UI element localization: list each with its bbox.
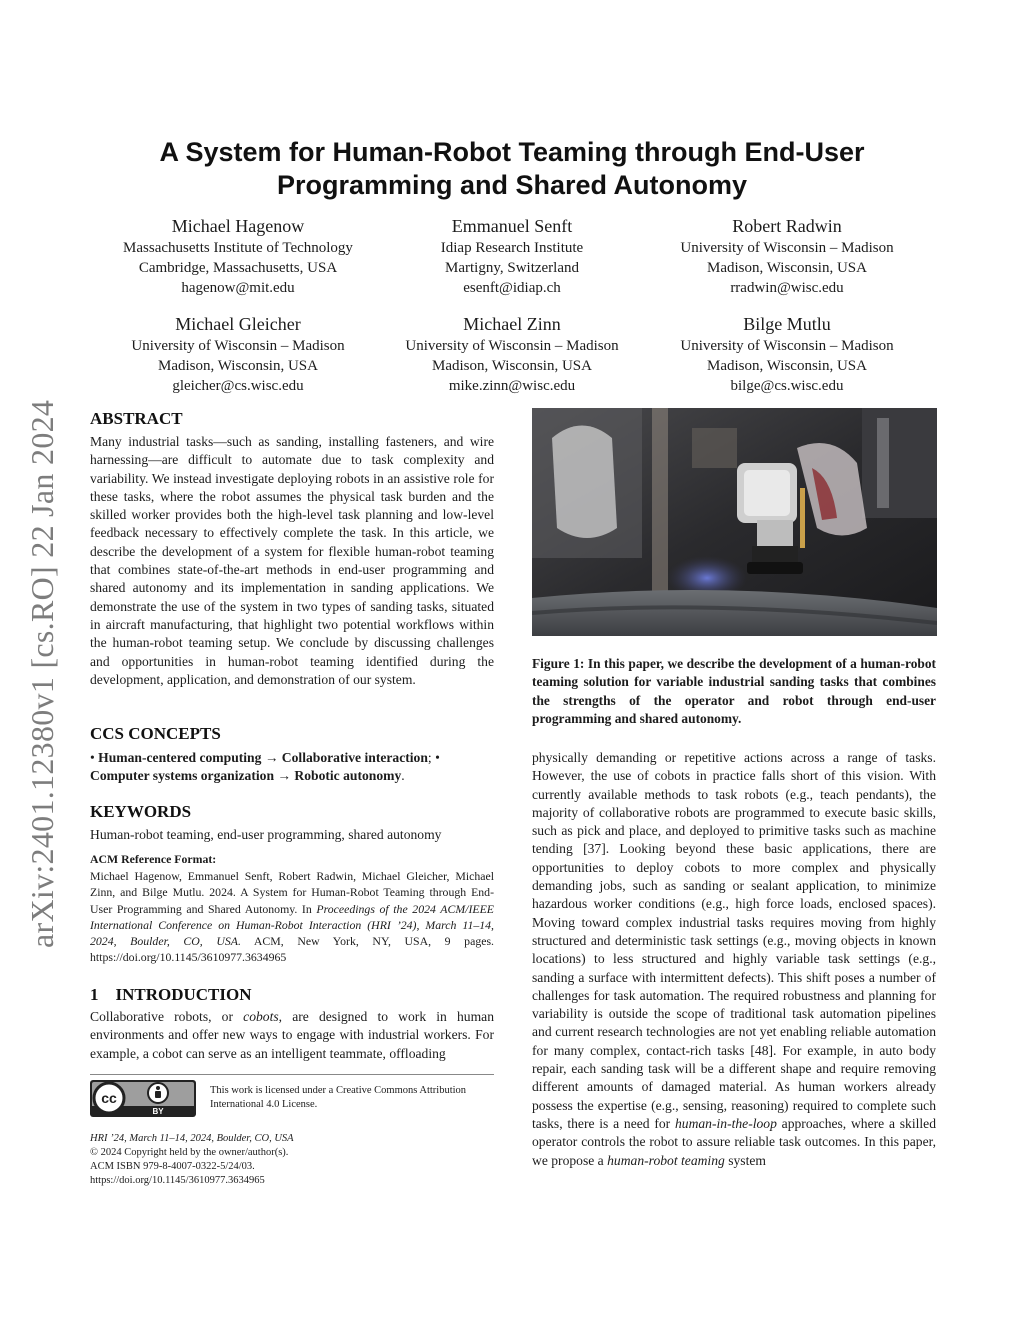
ccs-end: . — [401, 768, 405, 784]
ccs-bullet: • — [90, 750, 99, 765]
author-affiliation: University of Wisconsin – Madison — [131, 338, 345, 354]
author-name: Michael Gleicher — [175, 314, 301, 334]
author-location: Martigny, Switzerland — [445, 260, 579, 276]
author-affiliation: Idiap Research Institute — [440, 240, 584, 256]
intro-part-2: , are designed to work in human environments and offer new ways to engage with industrial workers. For example, a cobot can serve as an intelligent teammate, offloading — [90, 1009, 494, 1061]
author-location: Madison, Wisconsin, USA — [707, 260, 867, 276]
author-affiliation: University of Wisconsin – Madison — [680, 240, 894, 256]
right-italic-2: human-robot teaming — [607, 1152, 725, 1168]
figure-1-caption: Figure 1: In this paper, we describe the development of a human-robot teaming solution for variable industrial sanding tasks that combines the strengths of the operator and robot through end-user programming and shared autonomy. — [532, 656, 936, 726]
author-location: Madison, Wisconsin, USA — [707, 358, 867, 374]
acm-ref-part-1: Michael Hagenow, Emmanuel Senft, Robert Radwin, Michael Gleicher, Michael Zinn, and Bilge Mutlu. 2024. A System for Human-Robot Teaming through End-User Programming and Shared Autonomy. In — [90, 869, 494, 916]
right-part-2: approaches, where a skilled operator controls the robot to assure reliable task outcomes. In this paper, we propose a — [532, 1115, 936, 1168]
ccs-item-2: Computer systems organization → Robotic autonomy — [90, 768, 402, 784]
author-email: hagenow@mit.edu — [181, 280, 295, 296]
ccs-item-1: Human-centered computing → Collaborative interaction — [98, 750, 428, 765]
author-email: bilge@cs.wisc.edu — [730, 378, 844, 394]
author-affiliation: University of Wisconsin – Madison — [680, 338, 894, 354]
author-block-1 — [93, 215, 383, 298]
author-name: Michael Hagenow — [171, 216, 305, 236]
ccs-concepts — [90, 749, 494, 786]
intro-text — [90, 1008, 494, 1063]
robot-sanding-image — [532, 408, 937, 636]
author-affiliation: University of Wisconsin – Madison — [405, 338, 619, 354]
author-block-3 — [642, 215, 932, 298]
author-email: gleicher@cs.wisc.edu — [172, 378, 304, 394]
footer-doi: https://doi.org/10.1145/3610977.3634965 — [90, 1175, 265, 1186]
intro-part-1: Collaborative robots, or — [90, 1009, 244, 1024]
acm-ref-part-2: ACM, New York, NY, USA, 9 pages. https://doi.org/10.1145/3610977.3634965 — [90, 934, 494, 965]
publication-footer — [90, 1132, 494, 1188]
acm-ref-heading: ACM Reference Format: — [90, 852, 217, 866]
author-email: esenft@idiap.ch — [463, 280, 561, 296]
author-name: Emmanuel Senft — [451, 216, 573, 236]
footer-venue: HRI ’24, March 11–14, 2024, Boulder, CO, USA — [90, 1133, 294, 1144]
cc-by-logo — [90, 1080, 196, 1117]
acm-ref-proceedings: Proceedings of the 2024 ACM/IEEE International Conference on Human-Robot Interaction (HRI ’24), March 11–14, 2024, Boulder, CO, USA. — [90, 901, 494, 949]
author-affiliation: Massachusetts Institute of Technology — [123, 240, 353, 256]
keywords-heading: KEYWORDS — [90, 802, 192, 821]
keywords-text: Human-robot teaming, end-user programming, shared autonomy — [90, 827, 442, 842]
intro-cobots: cobots — [243, 1009, 279, 1024]
abstract-heading: ABSTRACT — [90, 409, 183, 428]
figure-1-photo — [532, 408, 937, 636]
title-line-1: A System for Human-Robot Teaming through End-User — [159, 137, 865, 167]
ccs-separator: ; • — [427, 750, 440, 765]
license-divider — [90, 1074, 494, 1075]
intro-heading: 1 INTRODUCTION — [90, 985, 252, 1004]
right-part-1: physically demanding or repetitive actions across a range of tasks. However, the use of cobots in practice falls short of this vision. With currently available methods to task robots (e.g., teach pendants), the majority of collaborative robots are programmed to execute basic skills, such as pick and place, and deployed to primitive tasks such as machine tending [37]. Looking beyond these basic applications, there are opportunities to deploy cobots to more complex and physically demanding jobs, such as sanding or sealant application, to minimize hazardous worker conditions (e.g., high force loads, enclosed spaces). Moving toward complex industrial tasks requires moving from highly structured and deterministic task settings (e.g., moving objects in known locations) to less structured and highly variable task settings (e.g., sanding a surface with intermittent defects). This shift poses a number of challenges for task automation. The required robustness and planning for variability is outside the scope of traditional task automation pipelines and current research technologies are not yet enabling reliable automation for many complex, contact-rich tasks [48]. For example, in auto body repair, each sanding task will be a different shape and require removing different amounts of damaged material. As human workers already possess the expertise (e.g., sensing, reasoning) required to complete such tasks, there is a need for — [532, 750, 936, 1131]
right-italic-1: human-in-the-loop — [674, 1115, 777, 1131]
right-part-3: system — [724, 1152, 766, 1168]
author-email: mike.zinn@wisc.edu — [448, 378, 576, 394]
author-block-5 — [367, 313, 657, 396]
author-location: Cambridge, Massachusetts, USA — [138, 260, 338, 276]
cc-badge-label: BY — [152, 1107, 164, 1116]
arxiv-stamp: arXiv:2401.12380v1 [cs.RO] 22 Jan 2024 — [24, 399, 60, 948]
author-name: Michael Zinn — [463, 314, 561, 334]
license-text: This work is licensed under a Creative Commons Attribution International 4.0 License. — [210, 1085, 467, 1110]
ccs-heading: CCS CONCEPTS — [90, 724, 221, 743]
paper-title — [90, 136, 934, 202]
author-block-4 — [93, 313, 383, 396]
footer-isbn: ACM ISBN 979-8-4007-0322-5/24/03. — [90, 1161, 255, 1172]
author-email: rradwin@wisc.edu — [730, 280, 844, 296]
intro-continued-text — [532, 749, 936, 1170]
svg-text:cc: cc — [101, 1090, 117, 1106]
author-block-6 — [642, 313, 932, 396]
author-location: Madison, Wisconsin, USA — [158, 358, 318, 374]
author-block-2 — [367, 215, 657, 298]
acm-ref-text — [90, 868, 494, 966]
author-location: Madison, Wisconsin, USA — [432, 358, 592, 374]
title-line-2: Programming and Shared Autonomy — [276, 170, 748, 200]
author-name: Robert Radwin — [732, 216, 842, 236]
abstract-text: Many industrial tasks—such as sanding, installing fasteners, and wire harnessing—are difficult to automate due to task complexity and variability. We instead investigate deploying robots in an assistive role for these tasks, where the robot assumes the physical task burden and the skilled worker provides both the high-level task planning and low-level feedback necessary to effectively complete the task. In this article, we describe the development of a system for flexible human-robot teaming that combines state-of-the-art methods in end-user programming and shared autonomy and its implementation in sanding applications. We demonstrate the use of the system in two types of sanding tasks, situated in aircraft manufacturing, that highlight two potential workflows within the human-robot teaming setup. We conclude by discussing challenges and opportunities in human-robot teaming identified during the development, application, and demonstration of our system. — [90, 434, 494, 687]
author-name: Bilge Mutlu — [743, 314, 831, 334]
footer-copyright: © 2024 Copyright held by the owner/author(s). — [90, 1147, 289, 1158]
